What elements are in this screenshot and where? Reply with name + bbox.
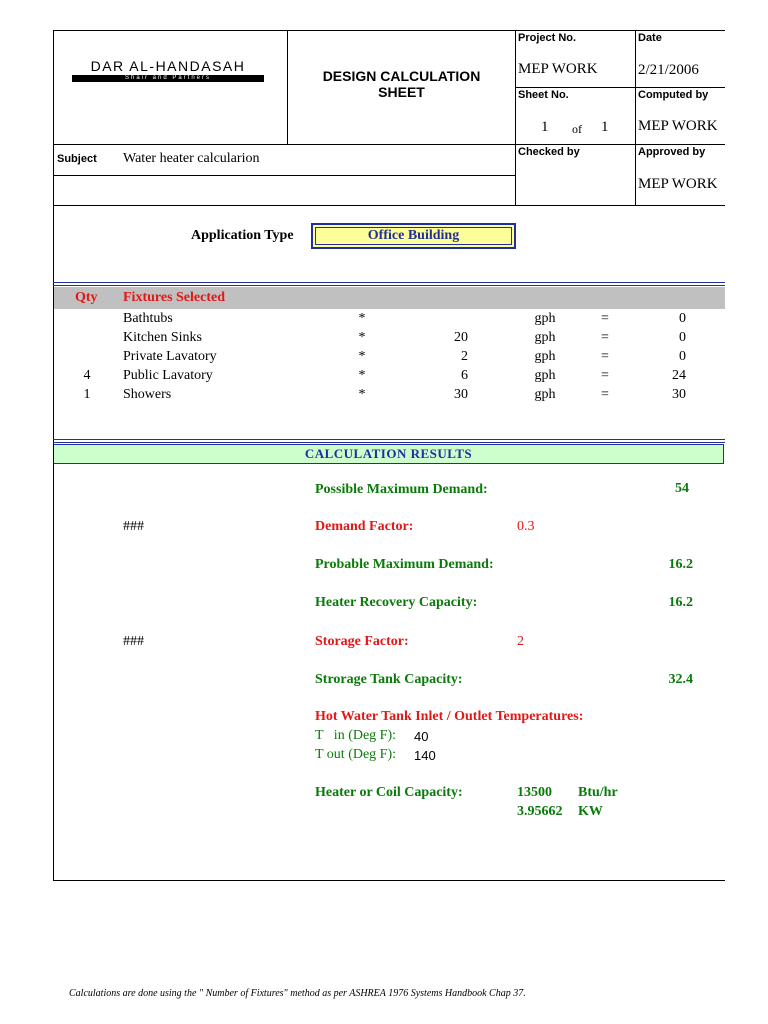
header-divider-3 (635, 30, 636, 206)
approved-by-label: Approved by (638, 146, 706, 158)
storage-factor-value[interactable]: 2 (517, 634, 524, 649)
t-out-value[interactable]: 140 (414, 748, 436, 763)
fixture-equals: = (601, 349, 609, 364)
fixtures-header-qty: Qty (75, 290, 98, 305)
table-row (0, 330, 768, 349)
fixtures-header-name: Fixtures Selected (123, 290, 225, 305)
t-out-label: T out (Deg F): (315, 747, 397, 762)
date-value: 2/21/2006 (638, 62, 699, 78)
application-type-value: Office Building (315, 227, 512, 245)
fixtures-top-rule-1 (53, 282, 725, 283)
sheet-of: of (572, 122, 582, 136)
header-row-line-3 (53, 175, 515, 176)
project-no-label: Project No. (518, 32, 577, 44)
header-row-line-2 (53, 144, 725, 145)
table-row (0, 349, 768, 368)
fixture-total: 30 (672, 387, 686, 402)
temperatures-label: Hot Water Tank Inlet / Outlet Temperatures: (315, 709, 584, 724)
fixture-star: * (358, 368, 366, 383)
storage-tank-value: 32.4 (668, 672, 693, 687)
fixture-unit: gph (534, 330, 556, 345)
footer-note: Calculations are done using the " Number of Fixtures" method as per ASHREA 1976 Systems Handbook Chap 37. (69, 988, 526, 999)
fixture-name: Public Lavatory (123, 368, 213, 383)
fixture-star: * (358, 349, 366, 364)
fixture-star: * (358, 387, 366, 402)
t-in-value[interactable]: 40 (414, 729, 429, 744)
storage-tank-label: Strorage Tank Capacity: (315, 672, 463, 687)
fixture-equals: = (601, 311, 609, 326)
sheet-title-line2: SHEET (378, 84, 425, 100)
application-type-label: Application Type (191, 228, 294, 243)
storage-factor-marker: ### (123, 634, 144, 649)
sheet-current: 1 (541, 119, 549, 135)
table-row (0, 387, 768, 406)
company-tagline: Shair and Partners (72, 75, 264, 82)
company-name: DAR AL-HANDASAH (90, 58, 246, 74)
fixtures-header-bar (54, 287, 725, 309)
fixture-total: 0 (679, 349, 686, 364)
fixture-name: Showers (123, 387, 172, 402)
fixture-total: 24 (672, 368, 686, 383)
demand-factor-marker: ### (123, 519, 144, 534)
sheet-title-line1: DESIGN CALCULATION (322, 68, 481, 84)
frame-top-line (53, 30, 725, 31)
computed-by-value: MEP WORK (638, 118, 718, 134)
fixture-qty[interactable]: 1 (83, 387, 91, 402)
probable-max-demand-value: 16.2 (668, 557, 693, 572)
application-type-field[interactable] (311, 223, 516, 249)
heater-recovery-label: Heater Recovery Capacity: (315, 595, 478, 610)
fixtures-top-rule-2 (53, 285, 725, 286)
fixture-equals: = (601, 387, 609, 402)
fixture-equals: = (601, 330, 609, 345)
results-header-bar (54, 444, 724, 464)
fixture-qty[interactable]: 4 (83, 368, 91, 383)
probable-max-demand-label: Probable Maximum Demand: (315, 557, 494, 572)
frame-bottom-line (53, 880, 725, 881)
fixture-rate[interactable]: 6 (461, 368, 468, 383)
fixture-name: Kitchen Sinks (123, 330, 202, 345)
coil-kw-unit: KW (578, 804, 603, 819)
storage-factor-label: Storage Factor: (315, 634, 409, 649)
fixture-rate[interactable]: 20 (454, 330, 468, 345)
coil-btu-unit: Btu/hr (578, 785, 618, 800)
fixture-name: Bathtubs (123, 311, 173, 326)
company-logo (72, 58, 264, 82)
header-row-line-1 (515, 87, 725, 88)
fixture-equals: = (601, 368, 609, 383)
fixture-star: * (358, 311, 366, 326)
fixture-unit: gph (534, 368, 556, 383)
heater-recovery-value: 16.2 (668, 595, 693, 610)
fixture-unit: gph (534, 349, 556, 364)
fixture-name: Private Lavatory (123, 349, 217, 364)
fixture-rate[interactable]: 2 (461, 349, 468, 364)
possible-max-demand-label: Possible Maximum Demand: (315, 482, 488, 497)
coil-capacity-label: Heater or Coil Capacity: (315, 785, 463, 800)
results-title: CALCULATION RESULTS (304, 446, 473, 461)
project-no-value: MEP WORK (518, 61, 598, 77)
fixture-total: 0 (679, 311, 686, 326)
checked-by-label: Checked by (518, 146, 580, 158)
results-top-rule-2 (53, 442, 725, 443)
approved-by-value: MEP WORK (638, 176, 718, 192)
sheet-no-label: Sheet No. (518, 89, 569, 101)
fixture-total: 0 (679, 330, 686, 345)
fixture-unit: gph (534, 387, 556, 402)
subject-label: Subject (57, 153, 97, 165)
t-in-label: T in (Deg F): (315, 728, 397, 743)
demand-factor-label: Demand Factor: (315, 519, 414, 534)
sheet-title (288, 68, 515, 100)
date-label: Date (638, 32, 662, 44)
table-row (0, 311, 768, 330)
computed-by-label: Computed by (638, 89, 709, 101)
header-divider-2 (515, 30, 516, 206)
fixture-unit: gph (534, 311, 556, 326)
possible-max-demand-value: 54 (675, 481, 689, 496)
header-row-line-4 (53, 205, 725, 206)
table-row (0, 368, 768, 387)
coil-btu-value: 13500 (517, 785, 552, 800)
sheet-total: 1 (601, 119, 609, 135)
demand-factor-value[interactable]: 0.3 (517, 519, 535, 534)
fixture-rate[interactable]: 30 (454, 387, 468, 402)
results-top-rule-1 (53, 439, 725, 440)
subject-value: Water heater calcularion (123, 151, 260, 166)
coil-kw-value: 3.95662 (517, 804, 563, 819)
fixture-star: * (358, 330, 366, 345)
